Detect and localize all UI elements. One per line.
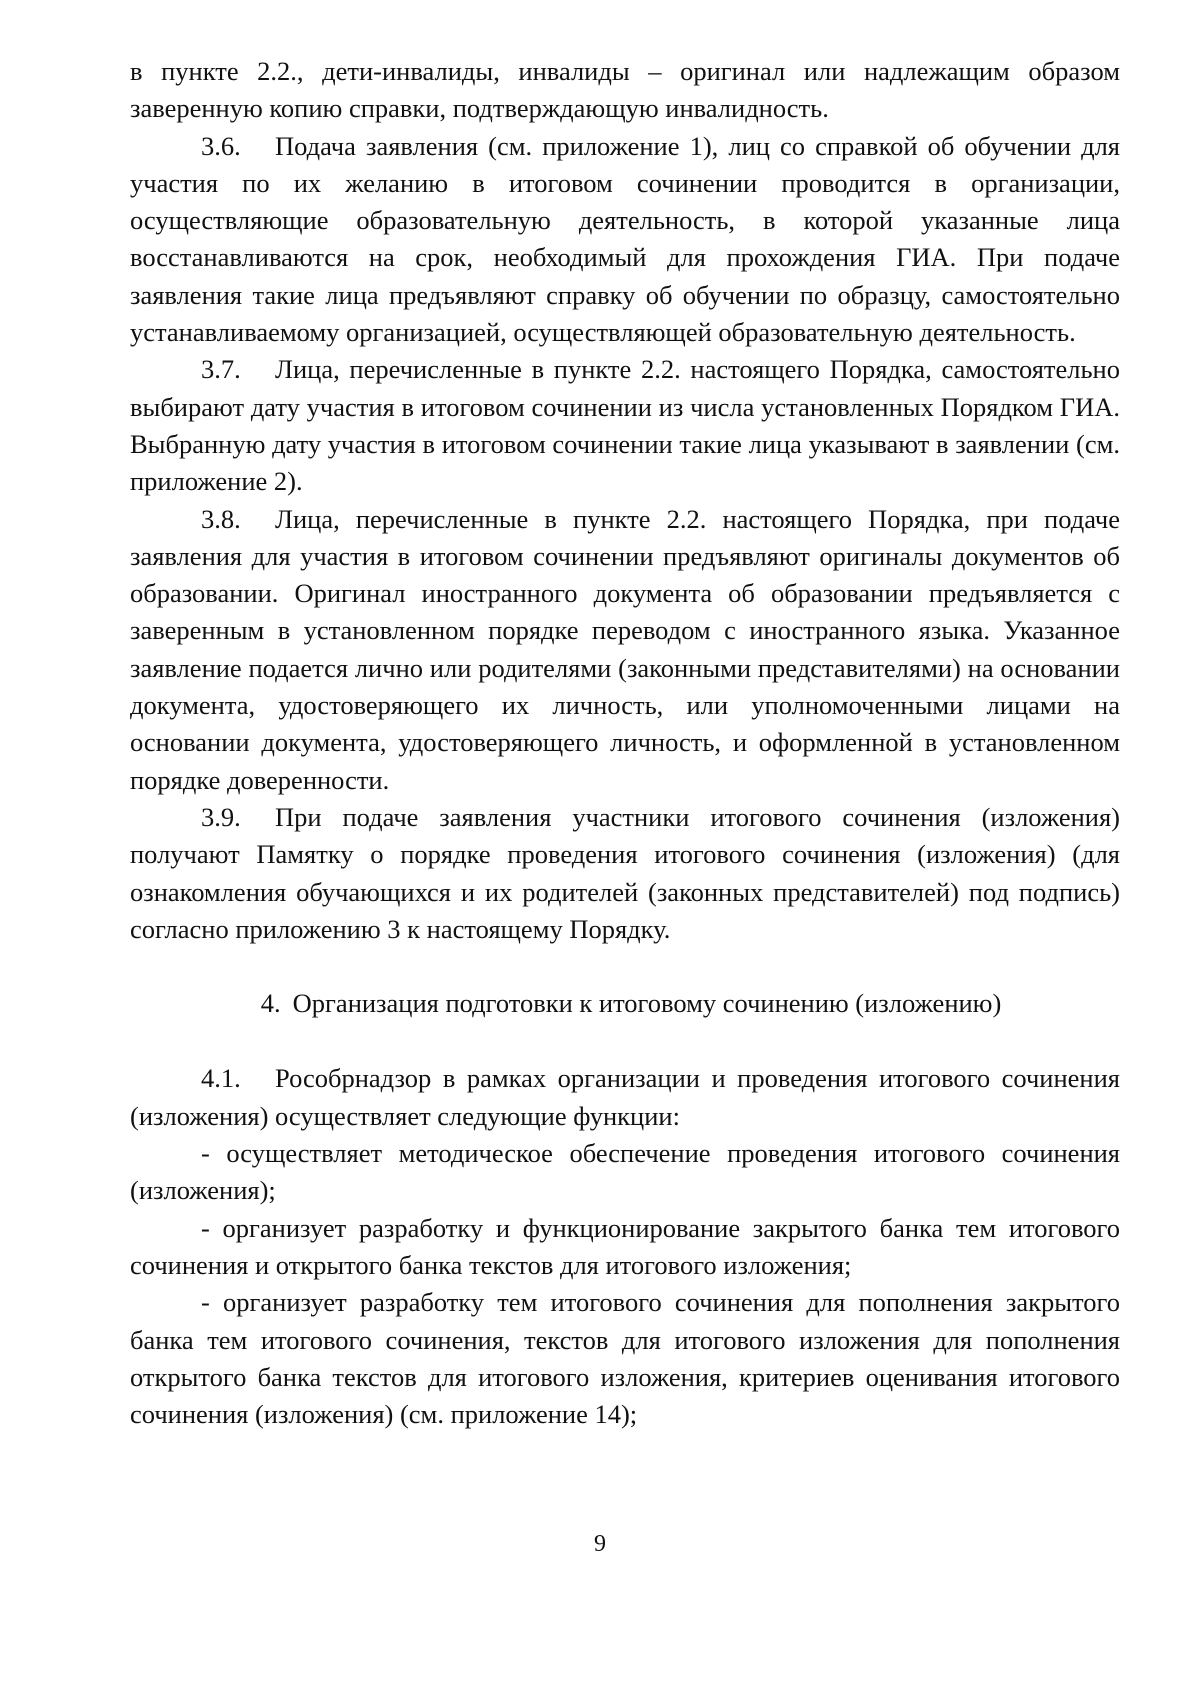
paragraph-3-8	[130, 501, 1120, 799]
continuation-paragraph: в пункте 2.2., дети-инвалиды, инвалиды – оригинал или надлежащим образом заверенную копию справки, подтверждающую инвалидность.	[130, 56, 1120, 124]
page-number: 9	[594, 1531, 606, 1557]
paragraph-text: При подаче заявления участники итогового сочинения (изложения) получают Памятку о порядке проведения итогового сочинения (изложения) (для ознакомления обучающихся и их родителей (законных представителей) под подпись) согласно приложению 3 к настоящему Порядку.	[130, 801, 1120, 944]
paragraph-number: 3.6.	[201, 130, 241, 161]
paragraph-3-6	[130, 128, 1120, 352]
paragraph-3-9	[130, 799, 1120, 948]
section-title: Организация подготовки к итоговому сочинению (изложению)	[292, 988, 1002, 1019]
section-number: 4.	[260, 988, 281, 1019]
paragraph-text: Рособрнадзор в рамках организации и проведения итогового сочинения (изложения) осуществляет следующие функции:	[130, 1063, 1120, 1131]
paragraph-text: Подача заявления (см. приложение 1), лиц со справкой об обучении для участия по их желанию в итоговом сочинении проводится в организации, осуществляющие образовательную деятельность, в которой указанные лица восстанавливаются на срок, необходимый для прохождения ГИА. При подаче заявления такие лица предъявляют справку об обучении по образцу, самостоятельно устанавливаемому организацией, осуществляющей образовательную деятельность.	[130, 130, 1120, 348]
paragraph-3-7	[130, 351, 1120, 500]
paragraph-text: Лица, перечисленные в пункте 2.2. настоящего Порядка, при подаче заявления для участия в итоговом сочинении предъявляют оригиналы документов об образовании. Оригинал иностранного документа об образовании предъявляется с заверенным в установленном порядке переводом с иностранного языка. Указанное заявление подается лично или родителями (законными представителями) на основании документа, удостоверяющего их личность, или уполномоченными лицами на основании документа, удостоверяющего личность, и оформленной в установленном порядке доверенности.	[130, 503, 1120, 795]
paragraph-number: 3.8.	[201, 503, 241, 534]
paragraph-4-1	[130, 1060, 1120, 1135]
document-page	[130, 53, 1120, 1433]
bullet-item-topics: - организует разработку тем итогового сочинения для пополнения закрытого банка тем итогового сочинения, текстов для итогового изложения для пополнения открытого банка текстов для итогового изложения, критериев оценивания итогового сочинения (изложения) (см. приложение 14);	[130, 1287, 1120, 1430]
bullet-item-bank: - организует разработку и функционирование закрытого банка тем итогового сочинения и открытого банка текстов для итогового изложения;	[130, 1212, 1120, 1280]
paragraph-number: 3.7.	[201, 354, 241, 385]
paragraph-number: 4.1.	[201, 1063, 241, 1094]
bullet-item-methodical: - осуществляет методическое обеспечение проведения итогового сочинения (изложения);	[130, 1138, 1120, 1206]
section-heading	[130, 985, 1120, 1022]
paragraph-text: Лица, перечисленные в пункте 2.2. настоящего Порядка, самостоятельно выбирают дату участия в итоговом сочинении из числа установленных Порядком ГИА. Выбранную дату участия в итоговом сочинении такие лица указывают в заявлении (см. приложение 2).	[130, 354, 1120, 497]
paragraph-number: 3.9.	[201, 801, 241, 832]
